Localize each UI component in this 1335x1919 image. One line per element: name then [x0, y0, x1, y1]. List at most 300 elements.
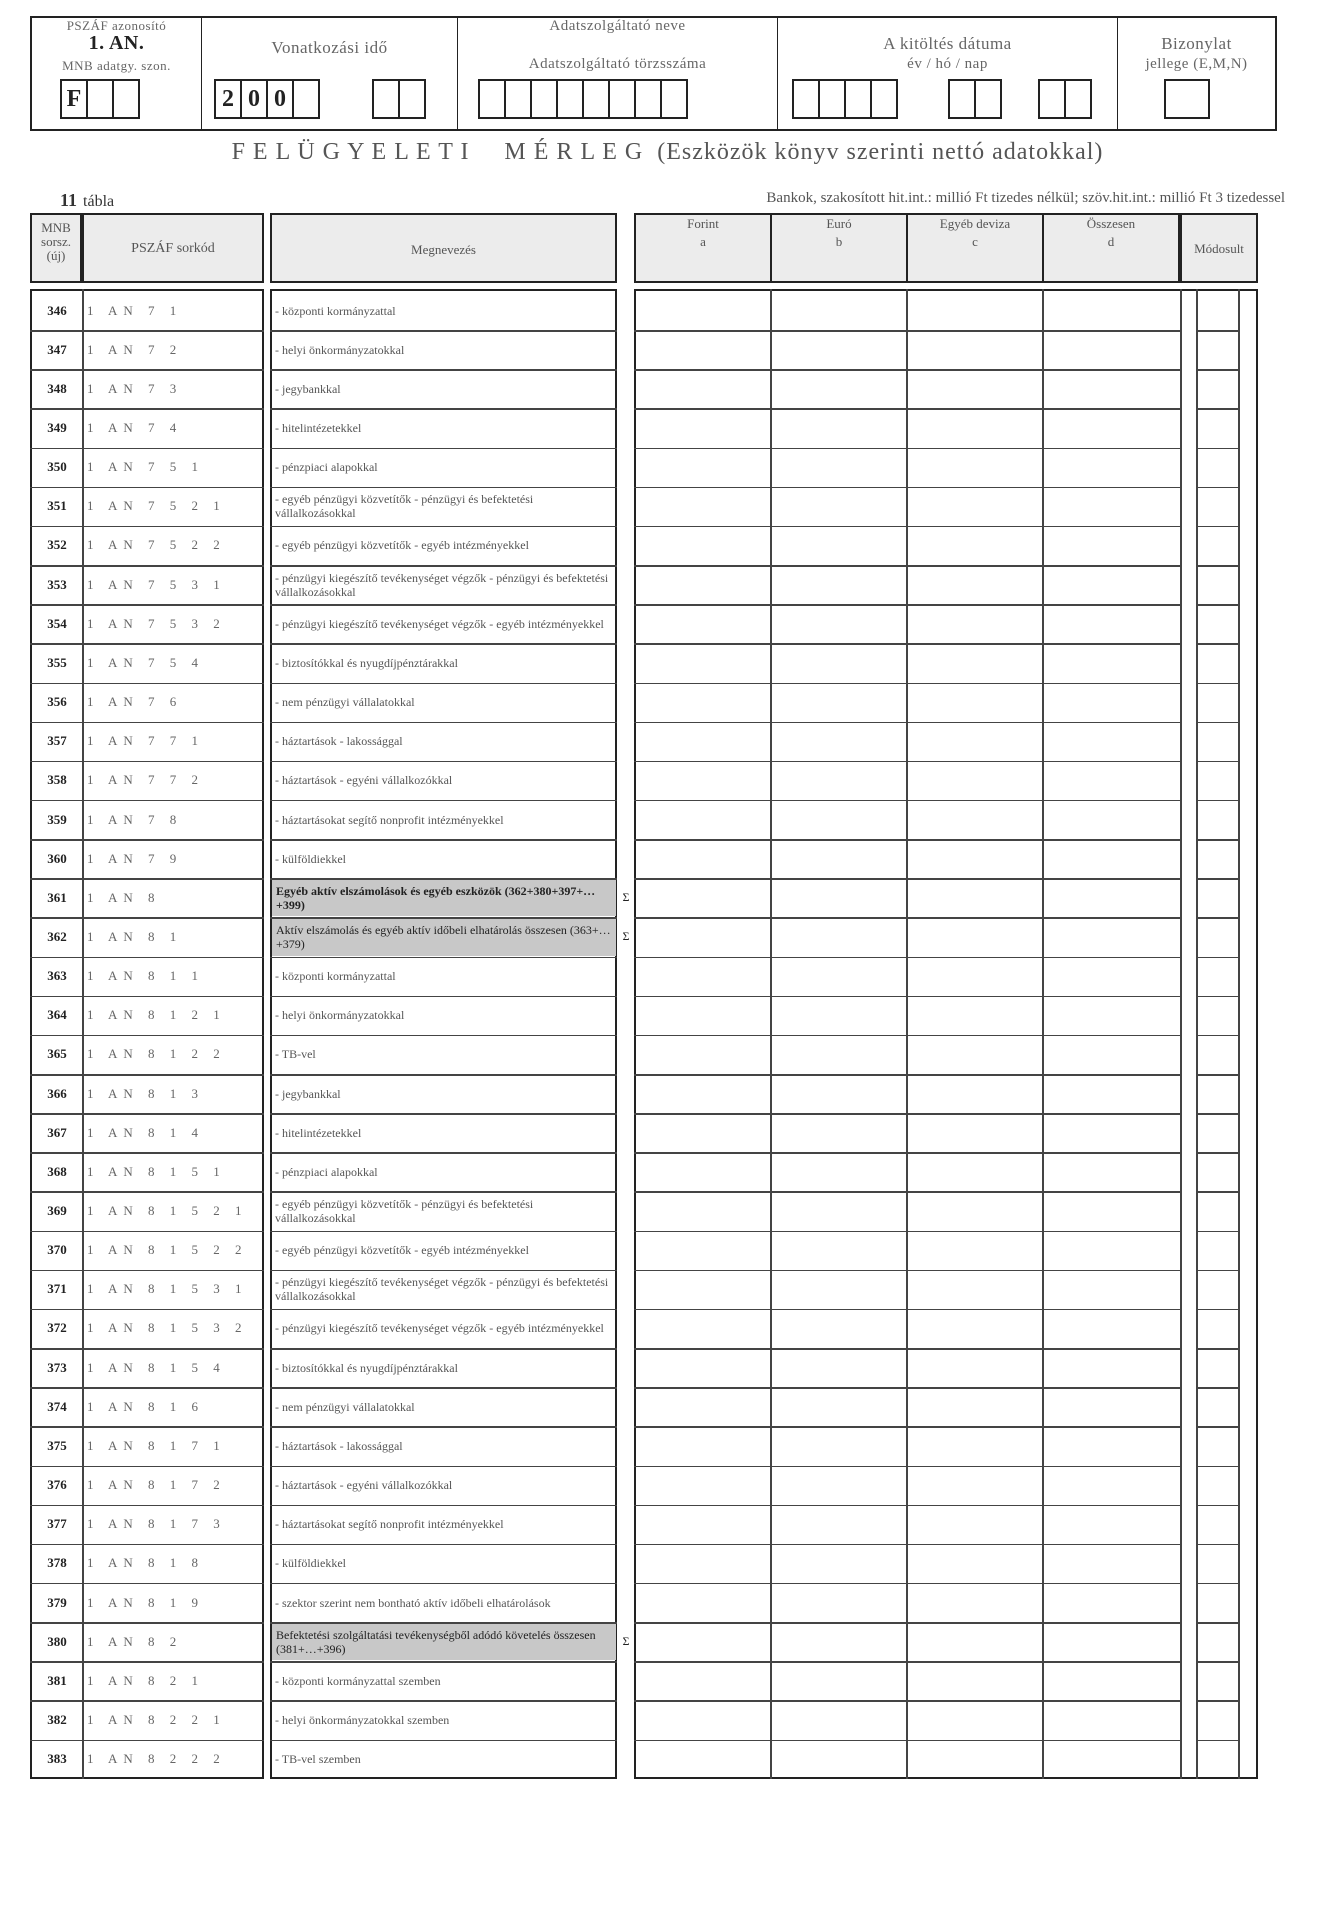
provider-box[interactable] [608, 79, 636, 119]
value-cell-forint[interactable] [636, 565, 770, 604]
provider-box[interactable] [504, 79, 532, 119]
sum-marker: Σ [622, 929, 630, 944]
row-divider [1196, 1466, 1238, 1468]
period-box[interactable] [398, 79, 426, 119]
value-cell-other[interactable] [908, 291, 1042, 330]
value-cell-euro[interactable] [772, 369, 906, 408]
fill-year-boxes[interactable] [792, 79, 896, 119]
mnb-boxes[interactable] [60, 79, 138, 119]
period-month-boxes[interactable] [372, 79, 424, 119]
value-cell-euro[interactable] [772, 1740, 906, 1779]
value-cell-forint[interactable] [636, 1505, 770, 1544]
row-divider [30, 800, 264, 802]
value-cell-forint[interactable] [636, 604, 770, 643]
value-cell-modified[interactable] [1198, 1191, 1238, 1230]
table-row [0, 1700, 1335, 1739]
mnb-box[interactable]: F [60, 79, 88, 119]
row-name: - helyi önkormányzatokkal szemben [275, 1712, 450, 1727]
row-divider [30, 1426, 264, 1428]
value-cell-euro[interactable] [772, 1544, 906, 1583]
value-cell-euro[interactable] [772, 1466, 906, 1505]
row-divider [1196, 839, 1238, 841]
row-divider [30, 996, 264, 998]
value-cell-total[interactable] [1044, 957, 1180, 996]
value-cell-forint[interactable] [636, 1700, 770, 1739]
row-code: 1 AN 8 2 1 [87, 1672, 205, 1688]
value-cell-modified[interactable] [1198, 408, 1238, 447]
row-divider [1196, 1661, 1238, 1663]
value-cell-total[interactable] [1044, 291, 1180, 330]
row-divider [634, 1231, 1180, 1233]
value-cell-modified[interactable] [1198, 1505, 1238, 1544]
value-cell-modified[interactable] [1198, 1661, 1238, 1700]
unit-note: Bankok, szakosított hit.int.: millió Ft tizedes nélkül; szöv.hit.int.: millió Ft 3 tizedessel [766, 190, 1285, 206]
value-cell-forint[interactable] [636, 1152, 770, 1191]
row-divider [30, 917, 264, 919]
value-cell-total[interactable] [1044, 1387, 1180, 1426]
period-box[interactable]: 0 [266, 79, 294, 119]
value-cell-modified[interactable] [1198, 996, 1238, 1035]
value-cell-forint[interactable] [636, 1740, 770, 1779]
value-cell-modified[interactable] [1198, 1740, 1238, 1779]
row-number: 354 [47, 615, 67, 631]
value-cell-forint[interactable] [636, 369, 770, 408]
value-cell-modified[interactable] [1198, 1152, 1238, 1191]
doc-type-box[interactable] [1164, 79, 1208, 119]
value-cell-modified[interactable] [1198, 917, 1238, 956]
value-cell-other[interactable] [908, 996, 1042, 1035]
date-box[interactable] [844, 79, 872, 119]
value-cell-forint[interactable] [636, 800, 770, 839]
value-cell-total[interactable] [1044, 1309, 1180, 1348]
value-cell-forint[interactable] [636, 1270, 770, 1309]
value-cell-other[interactable] [908, 448, 1042, 487]
value-cell-other[interactable] [908, 917, 1042, 956]
fill-date-label: A kitöltés dátuma [883, 34, 1012, 53]
row-divider [1196, 369, 1238, 371]
value-cell-forint[interactable] [636, 448, 770, 487]
value-cell-modified[interactable] [1198, 1426, 1238, 1465]
row-code: 1 AN 7 4 [87, 420, 183, 435]
value-cell-other[interactable] [908, 1426, 1042, 1465]
date-box[interactable] [818, 79, 846, 119]
value-cell-modified[interactable] [1198, 1622, 1238, 1661]
value-cell-other[interactable] [908, 722, 1042, 761]
mnb-box[interactable] [86, 79, 114, 119]
value-cell-total[interactable] [1044, 1544, 1180, 1583]
col-modified-label: Módosult [1194, 241, 1244, 256]
value-cell-modified[interactable] [1198, 448, 1238, 487]
row-divider [270, 330, 617, 332]
row-divider [634, 526, 1180, 528]
value-cell-forint[interactable] [636, 1074, 770, 1113]
period-box[interactable]: 2 [214, 79, 242, 119]
value-cell-other[interactable] [908, 565, 1042, 604]
value-cell-total[interactable] [1044, 1622, 1180, 1661]
date-box[interactable] [1064, 79, 1092, 119]
value-cell-forint[interactable] [636, 1231, 770, 1270]
row-divider [30, 839, 264, 841]
value-cell-modified[interactable] [1198, 1348, 1238, 1387]
table-row [0, 487, 1335, 526]
value-cell-total[interactable] [1044, 565, 1180, 604]
doc-type-input[interactable] [1164, 79, 1210, 119]
value-cell-total[interactable] [1044, 1270, 1180, 1309]
value-cell-modified[interactable] [1198, 1700, 1238, 1739]
value-cell-total[interactable] [1044, 1583, 1180, 1622]
value-cell-modified[interactable] [1198, 1583, 1238, 1622]
value-cell-euro[interactable] [772, 1152, 906, 1191]
value-cell-modified[interactable] [1198, 1231, 1238, 1270]
value-cell-euro[interactable] [772, 1426, 906, 1465]
value-cell-forint[interactable] [636, 487, 770, 526]
date-box[interactable] [948, 79, 976, 119]
value-cell-forint[interactable] [636, 291, 770, 330]
value-cell-other[interactable] [908, 1309, 1042, 1348]
provider-id-boxes[interactable] [478, 79, 686, 119]
value-cell-total[interactable] [1044, 330, 1180, 369]
value-cell-euro[interactable] [772, 330, 906, 369]
row-divider [30, 408, 264, 410]
date-box[interactable] [974, 79, 1002, 119]
value-cell-total[interactable] [1044, 722, 1180, 761]
row-divider [270, 1700, 617, 1702]
value-cell-total[interactable] [1044, 604, 1180, 643]
row-divider [30, 1740, 264, 1742]
value-cell-euro[interactable] [772, 1348, 906, 1387]
table-row [0, 1113, 1335, 1152]
value-cell-total[interactable] [1044, 1152, 1180, 1191]
value-cell-euro[interactable] [772, 1231, 906, 1270]
value-cell-euro[interactable] [772, 1583, 906, 1622]
period-box[interactable] [292, 79, 320, 119]
value-cell-modified[interactable] [1198, 878, 1238, 917]
value-cell-euro[interactable] [772, 1387, 906, 1426]
value-cell-modified[interactable] [1198, 604, 1238, 643]
value-cell-euro[interactable] [772, 957, 906, 996]
value-cell-forint[interactable] [636, 917, 770, 956]
row-divider [30, 1191, 264, 1193]
provider-box[interactable] [478, 79, 506, 119]
value-cell-other[interactable] [908, 408, 1042, 447]
row-divider [634, 1661, 1180, 1663]
row-divider [270, 643, 617, 645]
value-cell-euro[interactable] [772, 1074, 906, 1113]
value-cell-modified[interactable] [1198, 839, 1238, 878]
row-code: 1 AN 8 1 7 2 [87, 1477, 226, 1493]
value-cell-modified[interactable] [1198, 1113, 1238, 1152]
value-cell-forint[interactable] [636, 526, 770, 565]
mnb-box[interactable] [112, 79, 140, 119]
value-cell-total[interactable] [1044, 878, 1180, 917]
value-cell-modified[interactable] [1198, 957, 1238, 996]
row-code: 1 AN 7 5 2 1 [87, 498, 226, 514]
form-header [30, 16, 1277, 131]
row-divider [1196, 1270, 1238, 1272]
value-cell-euro[interactable] [772, 487, 906, 526]
value-cell-other[interactable] [908, 526, 1042, 565]
value-cell-total[interactable] [1044, 1740, 1180, 1779]
value-cell-forint[interactable] [636, 839, 770, 878]
value-cell-modified[interactable] [1198, 330, 1238, 369]
table-row [0, 1191, 1335, 1230]
table-row [0, 957, 1335, 996]
value-cell-forint[interactable] [636, 1387, 770, 1426]
row-name: - egyéb pénzügyi közvetítők - pénzügyi és befektetési vállalkozásokkal [275, 1197, 534, 1225]
value-cell-euro[interactable] [772, 643, 906, 682]
value-cell-total[interactable] [1044, 1035, 1180, 1074]
value-cell-other[interactable] [908, 800, 1042, 839]
provider-box[interactable] [556, 79, 584, 119]
value-cell-forint[interactable] [636, 722, 770, 761]
value-cell-other[interactable] [908, 761, 1042, 800]
value-cell-other[interactable] [908, 1074, 1042, 1113]
value-cell-modified[interactable] [1198, 291, 1238, 330]
row-divider [270, 1583, 617, 1585]
value-cell-forint[interactable] [636, 1035, 770, 1074]
value-cell-euro[interactable] [772, 448, 906, 487]
value-cell-other[interactable] [908, 839, 1042, 878]
row-divider [30, 1113, 264, 1115]
value-cell-total[interactable] [1044, 761, 1180, 800]
table-row [0, 291, 1335, 330]
value-cell-total[interactable] [1044, 839, 1180, 878]
value-cell-euro[interactable] [772, 526, 906, 565]
value-cell-forint[interactable] [636, 761, 770, 800]
value-cell-forint[interactable] [636, 1191, 770, 1230]
row-number: 372 [47, 1320, 67, 1336]
value-cell-euro[interactable] [772, 291, 906, 330]
value-cell-forint[interactable] [636, 996, 770, 1035]
value-cell-other[interactable] [908, 1348, 1042, 1387]
value-cell-other[interactable] [908, 487, 1042, 526]
row-divider [1196, 761, 1238, 763]
row-divider [634, 722, 1180, 724]
value-cell-other[interactable] [908, 1583, 1042, 1622]
table-row [0, 1740, 1335, 1779]
value-cell-euro[interactable] [772, 1035, 906, 1074]
value-cell-total[interactable] [1044, 1074, 1180, 1113]
value-cell-other[interactable] [908, 330, 1042, 369]
value-cell-total[interactable] [1044, 487, 1180, 526]
value-cell-euro[interactable] [772, 800, 906, 839]
value-cell-modified[interactable] [1198, 526, 1238, 565]
table-row [0, 722, 1335, 761]
value-cell-total[interactable] [1044, 1191, 1180, 1230]
value-cell-other[interactable] [908, 1152, 1042, 1191]
value-cell-other[interactable] [908, 1661, 1042, 1700]
value-cell-other[interactable] [908, 878, 1042, 917]
row-divider [30, 1700, 264, 1702]
value-cell-other[interactable] [908, 1113, 1042, 1152]
table-number: 11 [60, 190, 78, 210]
value-cell-other[interactable] [908, 1035, 1042, 1074]
value-cell-modified[interactable] [1198, 565, 1238, 604]
row-number: 360 [47, 850, 67, 866]
value-cell-total[interactable] [1044, 1113, 1180, 1152]
value-cell-other[interactable] [908, 1466, 1042, 1505]
row-number: 356 [47, 694, 67, 710]
value-cell-euro[interactable] [772, 1700, 906, 1739]
value-cell-modified[interactable] [1198, 643, 1238, 682]
value-cell-modified[interactable] [1198, 683, 1238, 722]
value-cell-other[interactable] [908, 369, 1042, 408]
value-cell-forint[interactable] [636, 1622, 770, 1661]
fill-day-boxes[interactable] [1038, 79, 1090, 119]
row-code: 1 AN 8 1 8 [87, 1555, 205, 1571]
provider-id-label: Adatszolgáltató törzsszáma [528, 56, 707, 72]
value-cell-euro[interactable] [772, 1113, 906, 1152]
value-cell-euro[interactable] [772, 565, 906, 604]
row-divider [30, 487, 264, 489]
row-name: - nem pénzügyi vállalatokkal [275, 695, 415, 710]
value-cell-euro[interactable] [772, 1191, 906, 1230]
period-cell [202, 18, 458, 129]
date-box[interactable] [792, 79, 820, 119]
table-row [0, 1309, 1335, 1348]
value-cell-euro[interactable] [772, 996, 906, 1035]
value-cell-modified[interactable] [1198, 1270, 1238, 1309]
row-code: 1 AN 8 1 5 3 2 [87, 1320, 248, 1336]
row-divider [634, 800, 1180, 802]
provider-box[interactable] [530, 79, 558, 119]
value-cell-total[interactable] [1044, 683, 1180, 722]
value-cell-forint[interactable] [636, 1348, 770, 1387]
date-box[interactable] [1038, 79, 1066, 119]
value-cell-other[interactable] [908, 957, 1042, 996]
value-cell-total[interactable] [1044, 1505, 1180, 1544]
value-cell-forint[interactable] [636, 1583, 770, 1622]
row-divider [634, 448, 1180, 450]
row-number: 375 [47, 1437, 67, 1453]
pszaf-label: PSZÁF azonosító [66, 18, 167, 33]
value-cell-total[interactable] [1044, 448, 1180, 487]
value-cell-other[interactable] [908, 1387, 1042, 1426]
value-cell-total[interactable] [1044, 526, 1180, 565]
value-cell-modified[interactable] [1198, 487, 1238, 526]
value-cell-forint[interactable] [636, 330, 770, 369]
period-year-boxes[interactable] [214, 79, 318, 119]
value-cell-forint[interactable] [636, 957, 770, 996]
value-cell-total[interactable] [1044, 917, 1180, 956]
value-cell-total[interactable] [1044, 1426, 1180, 1465]
value-cell-other[interactable] [908, 1740, 1042, 1779]
value-cell-euro[interactable] [772, 761, 906, 800]
value-cell-euro[interactable] [772, 1309, 906, 1348]
value-cell-modified[interactable] [1198, 761, 1238, 800]
table-row [0, 1152, 1335, 1191]
row-divider [30, 1035, 264, 1037]
value-cell-euro[interactable] [772, 878, 906, 917]
row-code: 1 AN 8 [87, 889, 161, 905]
value-cell-euro[interactable] [772, 683, 906, 722]
row-divider [270, 1505, 617, 1507]
value-cell-euro[interactable] [772, 1270, 906, 1309]
value-cell-forint[interactable] [636, 643, 770, 682]
value-cell-other[interactable] [908, 643, 1042, 682]
period-box[interactable]: 0 [240, 79, 268, 119]
value-cell-modified[interactable] [1198, 369, 1238, 408]
provider-box[interactable] [582, 79, 610, 119]
row-name: - pénzügyi kiegészítő tevékenységet végzők - pénzügyi és befektetési vállalkozásokkal [275, 570, 609, 599]
value-cell-euro[interactable] [772, 917, 906, 956]
value-cell-other[interactable] [908, 1544, 1042, 1583]
provider-box[interactable] [634, 79, 662, 119]
value-cell-other[interactable] [908, 1700, 1042, 1739]
value-cell-other[interactable] [908, 1231, 1042, 1270]
value-cell-forint[interactable] [636, 1661, 770, 1700]
period-box[interactable] [372, 79, 400, 119]
date-box[interactable] [870, 79, 898, 119]
value-cell-euro[interactable] [772, 1505, 906, 1544]
value-cell-forint[interactable] [636, 1113, 770, 1152]
row-number: 366 [47, 1085, 67, 1101]
fill-month-boxes[interactable] [948, 79, 1000, 119]
value-cell-other[interactable] [908, 1505, 1042, 1544]
value-cell-total[interactable] [1044, 800, 1180, 839]
row-divider [30, 1505, 264, 1507]
value-cell-other[interactable] [908, 683, 1042, 722]
value-cell-modified[interactable] [1198, 800, 1238, 839]
value-cell-total[interactable] [1044, 1661, 1180, 1700]
value-cell-forint[interactable] [636, 878, 770, 917]
value-cell-forint[interactable] [636, 1466, 770, 1505]
value-cell-total[interactable] [1044, 1700, 1180, 1739]
value-cell-total[interactable] [1044, 1231, 1180, 1270]
value-cell-modified[interactable] [1198, 1466, 1238, 1505]
value-cell-total[interactable] [1044, 1348, 1180, 1387]
value-cell-modified[interactable] [1198, 1074, 1238, 1113]
value-cell-euro[interactable] [772, 604, 906, 643]
row-divider [1196, 683, 1238, 685]
row-name: - hitelintézetekkel [275, 421, 362, 435]
value-cell-other[interactable] [908, 604, 1042, 643]
value-cell-euro[interactable] [772, 408, 906, 447]
value-cell-forint[interactable] [636, 683, 770, 722]
value-cell-modified[interactable] [1198, 722, 1238, 761]
value-cell-other[interactable] [908, 1622, 1042, 1661]
value-cell-euro[interactable] [772, 722, 906, 761]
row-name: - pénzpiaci alapokkal [275, 1164, 378, 1179]
value-cell-modified[interactable] [1198, 1387, 1238, 1426]
table-row [0, 761, 1335, 800]
value-cell-euro[interactable] [772, 839, 906, 878]
value-cell-other[interactable] [908, 1191, 1042, 1230]
value-cell-euro[interactable] [772, 1661, 906, 1700]
value-cell-total[interactable] [1044, 369, 1180, 408]
value-cell-total[interactable] [1044, 996, 1180, 1035]
row-name: - egyéb pénzügyi közvetítők - egyéb intézményekkel [275, 1243, 529, 1258]
value-cell-total[interactable] [1044, 1466, 1180, 1505]
value-cell-modified[interactable] [1198, 1544, 1238, 1583]
value-cell-forint[interactable] [636, 408, 770, 447]
row-code: 1 AN 7 5 3 1 [87, 576, 226, 592]
value-cell-modified[interactable] [1198, 1309, 1238, 1348]
value-cell-euro[interactable] [772, 1622, 906, 1661]
col-name-label: Megnevezés [411, 242, 476, 257]
value-cell-forint[interactable] [636, 1309, 770, 1348]
value-cell-forint[interactable] [636, 1426, 770, 1465]
provider-box[interactable] [660, 79, 688, 119]
value-cell-forint[interactable] [636, 1544, 770, 1583]
row-number: 349 [47, 420, 67, 435]
value-cell-modified[interactable] [1198, 1035, 1238, 1074]
value-cell-total[interactable] [1044, 408, 1180, 447]
row-divider [1196, 1191, 1238, 1193]
value-cell-total[interactable] [1044, 643, 1180, 682]
col-forint-sub: a [700, 234, 706, 249]
value-cell-other[interactable] [908, 1270, 1042, 1309]
